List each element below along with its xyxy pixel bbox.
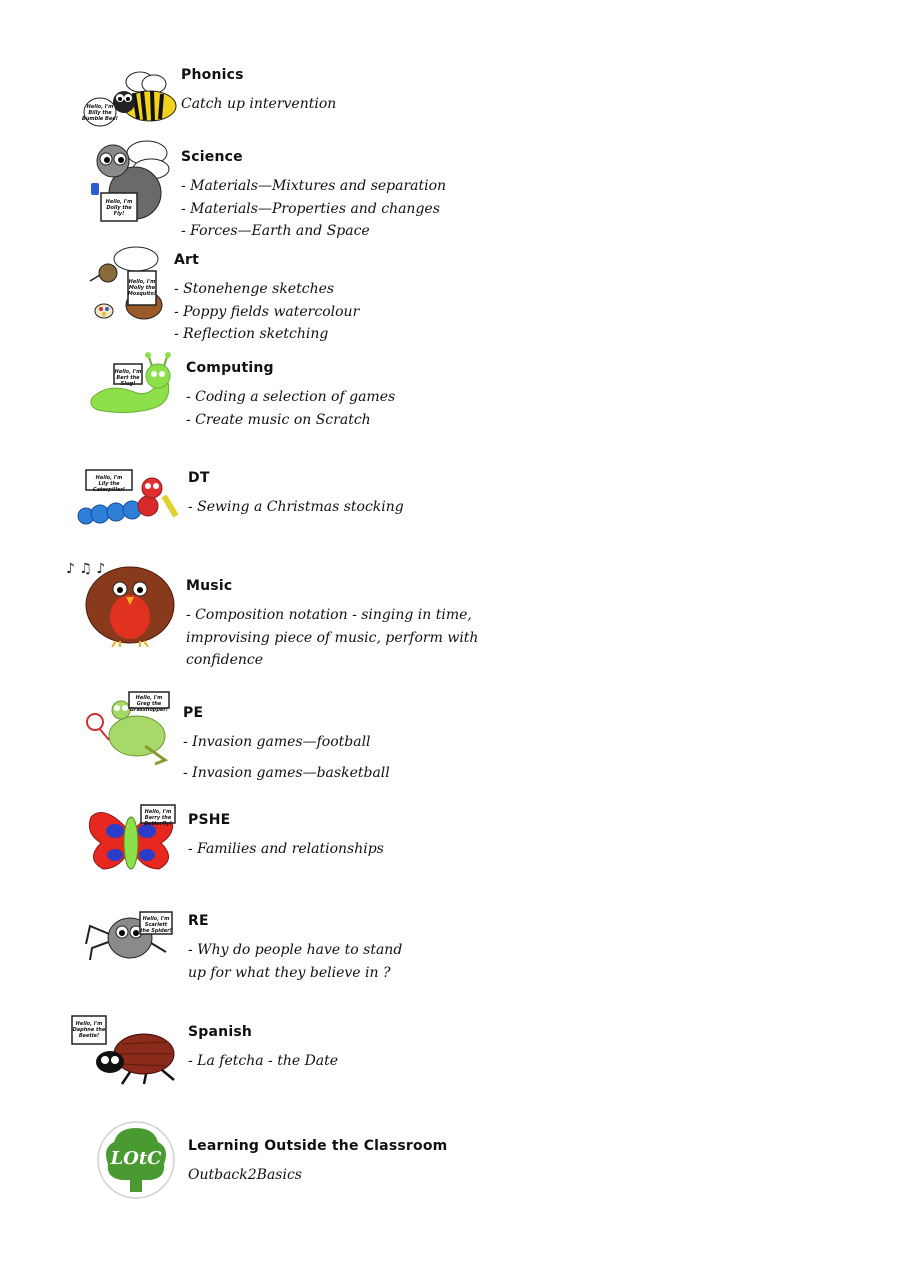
subject-line: - Why do people have to stand <box>188 942 403 958</box>
spider-speech-bubble: Hello, I'm Scarlett the Spider! <box>140 916 172 934</box>
subject-heading: Phonics <box>181 67 244 83</box>
beetle-speech-bubble: Hello, I'm Daphne the Beetle! <box>72 1021 106 1039</box>
mosquito-speech-bubble: Hello, I'm Molly the Mosquito! <box>127 279 157 297</box>
caterpillar-speech-bubble: Hello, I'm Lily the Caterpillar! <box>92 475 126 493</box>
subject-line: - Stonehenge sketches <box>174 281 335 297</box>
subject-phonics <box>181 67 336 116</box>
subject-line: - Families and relationships <box>188 841 384 857</box>
subject-spanish <box>188 1024 338 1073</box>
subject-line: - La fetcha - the Date <box>188 1053 339 1069</box>
subject-line: Catch up intervention <box>181 96 337 112</box>
beetle-icon <box>70 1014 186 1086</box>
subject-line: - Poppy fields watercolour <box>174 303 360 320</box>
caterpillar-icon <box>76 466 186 530</box>
subject-art <box>174 252 359 346</box>
subject-heading: RE <box>188 913 209 929</box>
subject-line: - Materials—Mixtures and separation <box>181 178 447 194</box>
subject-line: - Sewing a Christmas stocking <box>188 499 404 515</box>
subject-line: - Invasion games—basketball <box>183 764 390 781</box>
mosquito-icon <box>88 243 168 325</box>
subject-heading: Science <box>181 149 243 165</box>
subject-line: - Invasion games—football <box>183 734 371 750</box>
subject-heading: Learning Outside the Classroom <box>188 1138 448 1154</box>
subject-line: up for what they believe in ? <box>188 964 391 981</box>
subject-loc <box>188 1138 447 1187</box>
slug-icon <box>88 352 180 418</box>
spider-icon <box>84 908 176 964</box>
grasshopper-icon <box>85 690 177 770</box>
slug-speech-bubble: Hello, I'm Bert the Slug! <box>114 369 142 387</box>
butterfly-speech-bubble: Hello, I'm Barry the Butterfly! <box>144 809 172 827</box>
grasshopper-speech-bubble: Hello, I'm Greg the Grasshopper! <box>129 695 169 713</box>
subject-music <box>186 578 478 672</box>
fly-icon <box>85 135 175 231</box>
subject-line: - Reflection sketching <box>174 326 329 342</box>
subject-heading: Spanish <box>188 1024 253 1040</box>
loc-logo-text: LOtC <box>110 1148 162 1169</box>
subject-line: confidence <box>186 652 264 668</box>
subject-science <box>181 149 446 243</box>
subject-line: Outback2Basics <box>188 1167 302 1183</box>
subject-heading: Computing <box>186 360 274 376</box>
fly-speech-bubble: Hello, I'm Dolly the Fly! <box>105 199 133 217</box>
svg-text:♪ ♫ ♪: ♪ ♫ ♪ <box>66 561 106 577</box>
subject-heading: Music <box>186 578 233 594</box>
subject-heading: DT <box>188 470 210 486</box>
bee-icon <box>82 66 180 132</box>
subject-line: - Composition notation - singing in time, <box>186 607 472 623</box>
loc-tree-logo-icon <box>96 1120 176 1200</box>
subject-line: - Forces—Earth and Space <box>181 223 370 239</box>
subject-pshe <box>188 812 384 861</box>
subject-line: - Materials—Properties and changes <box>181 200 440 217</box>
robin-icon <box>64 555 180 649</box>
subject-heading: Art <box>174 252 200 268</box>
butterfly-icon <box>85 803 177 873</box>
subject-pe <box>183 705 390 784</box>
subject-heading: PE <box>183 705 204 721</box>
subject-line: - Coding a selection of games <box>186 389 396 405</box>
subject-dt <box>188 470 404 519</box>
subject-computing <box>186 360 395 431</box>
subject-line: improvising piece of music, perform with <box>186 629 479 646</box>
subject-re <box>188 913 402 984</box>
subject-line: - Create music on Scratch <box>186 411 371 428</box>
bee-speech-bubble: Hello, I'm Billy the Bumble Bee! <box>82 104 118 122</box>
subject-heading: PSHE <box>188 812 231 828</box>
